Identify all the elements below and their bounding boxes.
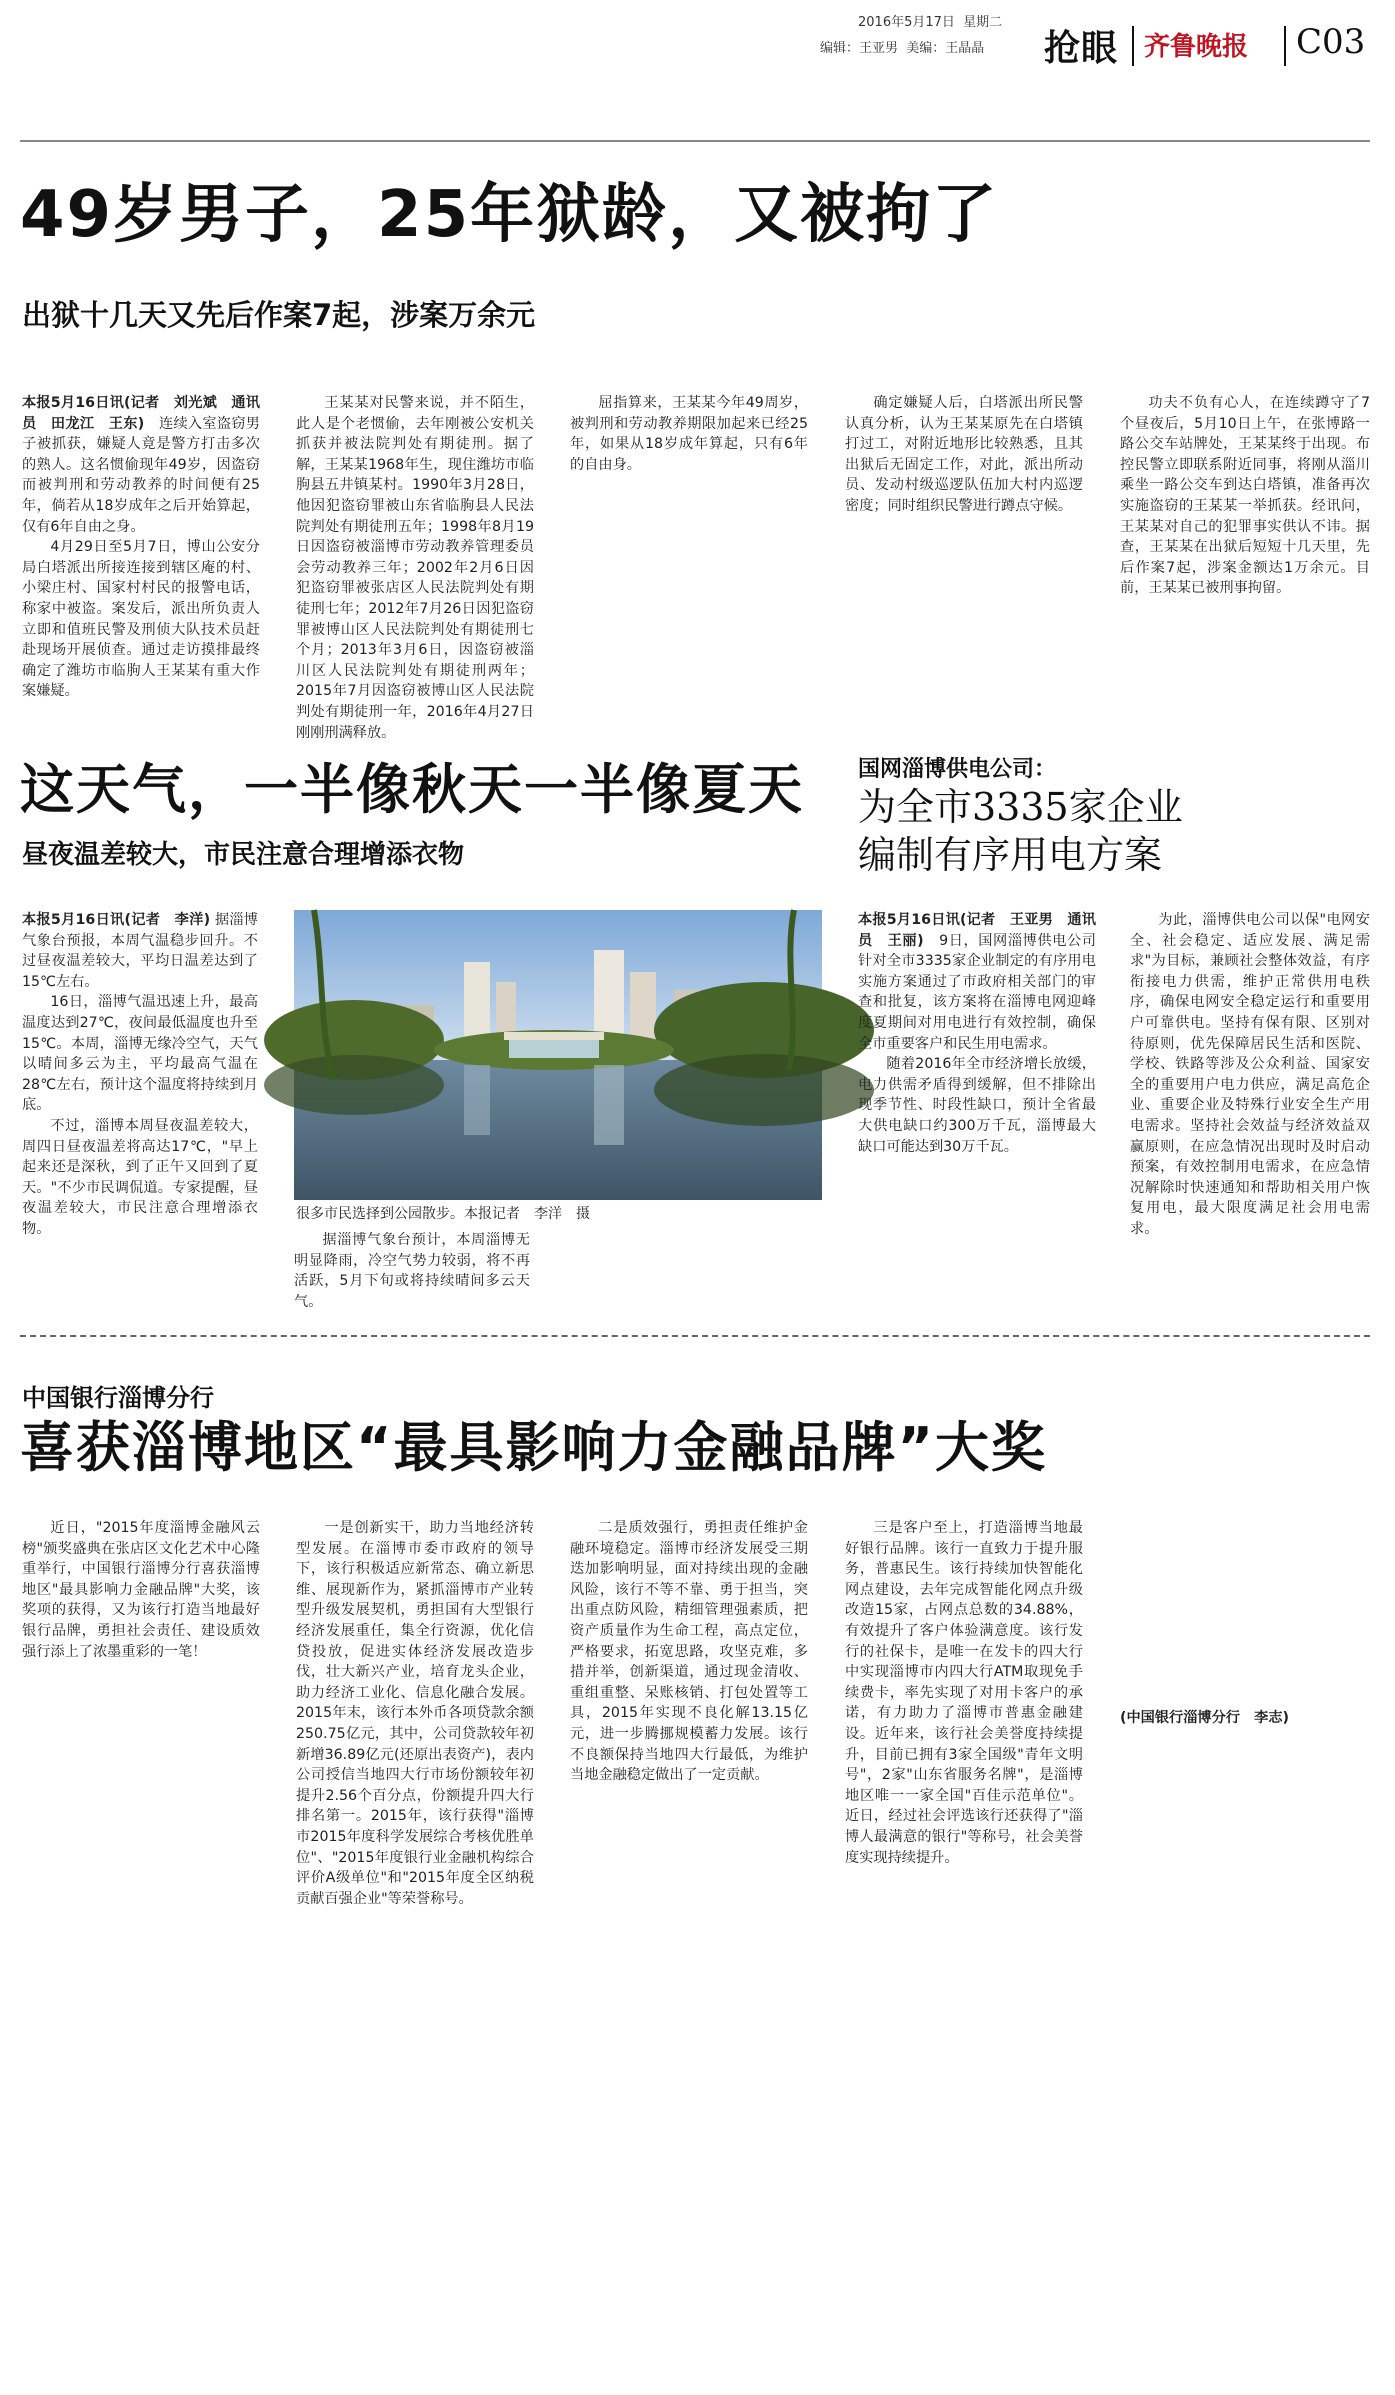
story1-subhead: 出狱十几天又先后作案7起，涉案万余元 xyxy=(22,298,536,332)
masthead-divider xyxy=(1284,26,1286,66)
story4-headline: 喜获淄博地区“最具影响力金融品牌”大奖 xyxy=(20,1416,1047,1479)
story1-paragraph: 屈指算来，王某某今年49周岁，被判刑和劳动教养期限加起来已经25年，如果从18岁成年算起，只有6年的自由身。 xyxy=(570,395,808,473)
story4-signature: (中国银行淄博分行 李志) xyxy=(1120,1710,1290,1726)
story3-paragraph: 为此，淄博供电公司以保"电网安全、社会稳定、适应发展、满足需求"为目标，兼顾社会整体效益，有序衔接电力供需，维护正常供用电秩序，确保电网安全稳定运行和重要用户可靠供电。坚持有保有限、区别对待原则，优先保障居民生活和医院、学校、铁路等涉及公众利益、国家安全的重要用户电力供应，满足高危企业、重要企业及特殊行业安全生产用电需求。坚持社会效益与经济效益双赢原则，在应急情况出现时及时启动预案，有效控制用电需求，在应急情况解除时快速通知和帮助相关用户恢复用电，最大限度满足社会用电需求。 xyxy=(1130,912,1370,1237)
park-photo-illustration xyxy=(294,910,822,1200)
story4-paragraph: 二是质效强行，勇担责任维护金融环境稳定。淄博市经济发展受三期迭加影响明显，面对持续出现的金融风险，该行不等不靠、勇于担当，突出重点防风险，精细管理强素质，把资产质量作为生命工程，高点定位，严格要求，拓宽思路，攻坚克难，多措并举，创新渠道，通过现金清收、重组重整、呆账核销、打包处置等工具，2015年实现不良化解13.15亿元，进一步腾挪规模蓄力发展。该行不良额保持当地四大行最低，为维护当地金融稳定做出了一定贡献。 xyxy=(570,1520,808,1784)
masthead-divider xyxy=(1132,26,1134,66)
story4-column-2 xyxy=(296,1518,534,1907)
story1-paragraph: 功夫不负有心人，在连续蹲守了7个昼夜后，5月10日上午，在张博路一路公交车站牌处，王某某终于出现。布控民警立即联系附近同事，将刚从淄川乘坐一路公交车到达白塔镇，准备再次实施盗窃的王某某一举抓获。经讯问，王某某对自己的犯罪事实供认不讳。据查，王某某在出狱后短短十几天里，先后作案7起，涉案金额达1万余元。目前，王某某已被刑事拘留。 xyxy=(1120,395,1370,597)
story3-column-1 xyxy=(858,910,1096,1322)
story4-paragraph: 一是创新实干，助力当地经济转型发展。在淄博市委市政府的领导下，该行积极适应新常态、确立新思维、展现新作为，紧抓淄博市产业转型升级发展契机，勇担国有大型银行经济发展重任，集全行资源，优化信贷投放，促进实体经济发展改造步伐，壮大新兴产业，培育龙头企业，助力经济工业化、信息化融合发展。2015年末，该行本外币各项贷款余额250.75亿元，其中，公司贷款较年初新增36.89亿元(还原出表资产)，表内公司授信当地四大行市场份额较年初提升2.56个百分点，份额提升四大行排名第一。2015年，该行获得"淄博市2015年度科学发展综合考核优胜单位"、"2015年度银行业金融机构综合评价A级单位"和"2015年度全区纳税贡献百强企业"等荣誉称号。 xyxy=(296,1520,534,1907)
story4-paragraph: 近日，"2015年度淄博金融风云榜"颁奖盛典在张店区文化艺术中心隆重举行，中国银行淄博分行喜获淄博地区"最具影响力金融品牌"大奖，该奖项的获得，又为该行打造当地最好银行品牌，勇担社会责任、建设质效强行添上了浓墨重彩的一笔！ xyxy=(22,1520,260,1660)
story1-headline: 49岁男子，25年狱龄，又被拘了 xyxy=(20,178,999,252)
story2-paragraph: 本报5月16日讯(记者 李洋) 据淄博气象台预报，本周气温稳步回升。不过昼夜温差较大，平均日温差达到了15℃左右。 xyxy=(22,912,258,990)
story4-column-1 xyxy=(22,1518,260,1756)
story1-paragraph: 本报5月16日讯(记者 刘光斌 通讯员 田龙江 王东) 连续入室盗窃男子被抓获，嫌疑人竟是警方打击多次的熟人。这名惯偷现年49岁，因盗窃而被判刑和劳动教养的时间便有25年，倘若从18岁成年之后开始算起，仅有6年自由之身。 xyxy=(22,395,260,535)
story1-column-5 xyxy=(1120,393,1370,709)
park-photo xyxy=(294,910,822,1200)
story1-column-3 xyxy=(570,393,808,709)
story3-column-2 xyxy=(1130,910,1370,1322)
story3-headline-line-1: 为全市3335家企业 xyxy=(858,785,1183,829)
story3-headline-line-2: 编制有序用电方案 xyxy=(858,832,1163,877)
story2-column-1 xyxy=(22,910,258,1322)
story1-column-1 xyxy=(22,393,260,709)
section-divider xyxy=(20,1335,1370,1337)
story1-column-2 xyxy=(296,393,534,741)
story4-column-5 xyxy=(1120,1518,1370,1756)
page-number: C03 xyxy=(1296,22,1366,62)
newspaper-logo: 齐鲁晚报 xyxy=(1144,32,1249,62)
story4-paragraph: 三是客户至上，打造淄博当地最好银行品牌。该行一直致力于提升服务，普惠民生。该行持续加快智能化网点建设，去年完成智能化网点升级改造15家，占网点总数的34.88%，有效提升了客户体验满意度。该行发行的社保卡，是唯一在发卡的四大行中实现淄博市内四大行ATM取现免手续费卡，率先实现了对用卡客户的承诺，有力助力了淄博市普惠金融建设。近年来，该行社会美誉度持续提升，目前已拥有3家全国级"青年文明号"，2家"山东省服务名牌"，是淄博地区唯一一家全国"百佳示范单位"。近日，经过社会评选该行还获得了"淄博人最满意的银行"等称号，社会美誉度实现持续提升。 xyxy=(845,1520,1083,1866)
story1-paragraph: 确定嫌疑人后，白塔派出所民警认真分析，认为王某某原先在白塔镇打过工，对附近地形比较熟悉，且其出狱后无固定工作，对此，派出所动员、发动村级巡逻队伍加大村内巡逻密度；同时组织民警进行蹲点守候。 xyxy=(845,395,1083,514)
photo-caption: 很多市民选择到公园散步。本报记者 李洋 摄 xyxy=(296,1206,590,1222)
story1-paragraph: 4月29日至5月7日，博山公安分局白塔派出所接连接到辖区庵的村、小梁庄村、国家村村民的报警电话，称家中被盗。案发后，派出所负责人立即和值班民警及刑侦大队技术员赶赴现场开展侦查。通过走访摸排最终确定了潍坊市临朐人王某某有重大作案嫌疑。 xyxy=(22,539,260,700)
story2-paragraph: 不过，淄博本周昼夜温差较大，周四日昼夜温差将高达17℃，"早上起来还是深秋，到了正午又回到了夏天。"不少市民调侃道。专家提醒，昼夜温差较大，市民注意合理增添衣物。 xyxy=(22,1117,258,1237)
story3-paragraph: 随着2016年全市经济增长放缓，电力供需矛盾得到缓解，但不排除出现季节性、时段性缺口，预计全省最大供电缺口约300万千瓦，淄博最大缺口可能达到30万千瓦。 xyxy=(858,1056,1096,1155)
story4-kicker: 中国银行淄博分行 xyxy=(22,1384,214,1412)
story2-paragraph: 16日，淄博气温迅速上升，最高温度达到27℃，夜间最低温度也升至15℃。本周，淄博无缘冷空气，天气以晴间多云为主，平均最高气温在28℃左右，预计这个温度将持续到月底。 xyxy=(22,994,258,1114)
story3-paragraph: 本报5月16日讯(记者 王亚男 通讯员 王丽) 9日，国网淄博供电公司针对全市3335家企业制定的有序用电实施方案通过了市政府相关部门的审查和批复，该方案将在淄博电网迎峰度夏期间对用电进行有效控制，确保全市重要客户和民生用电需求。 xyxy=(858,912,1096,1052)
story2-byline: 本报5月16日讯(记者 李洋) xyxy=(22,912,211,928)
story2-column-2 xyxy=(294,1230,530,1320)
story2-subhead: 昼夜温差较大，市民注意合理增添衣物 xyxy=(22,840,465,870)
story3-headline xyxy=(858,784,1183,879)
story1-column-4 xyxy=(845,393,1083,709)
story2-paragraph: 据淄博气象台预计，本周淄博无明显降雨，冷空气势力较弱，将不再活跃，5月下旬或将持续晴间多云天气。 xyxy=(294,1232,530,1310)
masthead-date: 2016年5月17日 星期二 xyxy=(858,15,1003,30)
story4-column-4 xyxy=(845,1518,1083,1866)
story2-headline: 这天气，一半像秋天一半像夏天 xyxy=(20,758,804,821)
story3-kicker: 国网淄博供电公司： xyxy=(858,757,1057,782)
masthead-rule xyxy=(20,140,1370,142)
story3-byline: 本报5月16日讯(记者 王亚男 通讯员 王丽) xyxy=(858,912,1096,949)
section-name: 抢眼 xyxy=(1044,28,1119,69)
story1-byline: 本报5月16日讯(记者 刘光斌 通讯员 田龙江 王东) xyxy=(22,395,260,432)
masthead-credits: 编辑：王亚男 美编：王晶晶 xyxy=(820,41,985,56)
story4-column-3 xyxy=(570,1518,808,1784)
story1-paragraph: 王某某对民警来说，并不陌生，此人是个老惯偷，去年刚被公安机关抓获并被法院判处有期徒刑。据了解，王某某1968年生，现住潍坊市临朐县五井镇某村。1990年3月28日，他因犯盗窃罪被山东省临朐县人民法院判处有期徒刑五年；1998年8月19日因盗窃被淄博市劳动教养管理委员会劳动教养三年；2002年2月6日因犯盗窃罪被张店区人民法院判处有期徒刑七年；2012年7月26日因犯盗窃罪被博山区人民法院判处有期徒刑七个月；2013年3月6日，因盗窃被淄川区人民法院判处有期徒刑两年；2015年7月因盗窃被博山区人民法院判处有期徒刑一年，2016年4月27日刚刚刑满释放。 xyxy=(296,395,534,741)
